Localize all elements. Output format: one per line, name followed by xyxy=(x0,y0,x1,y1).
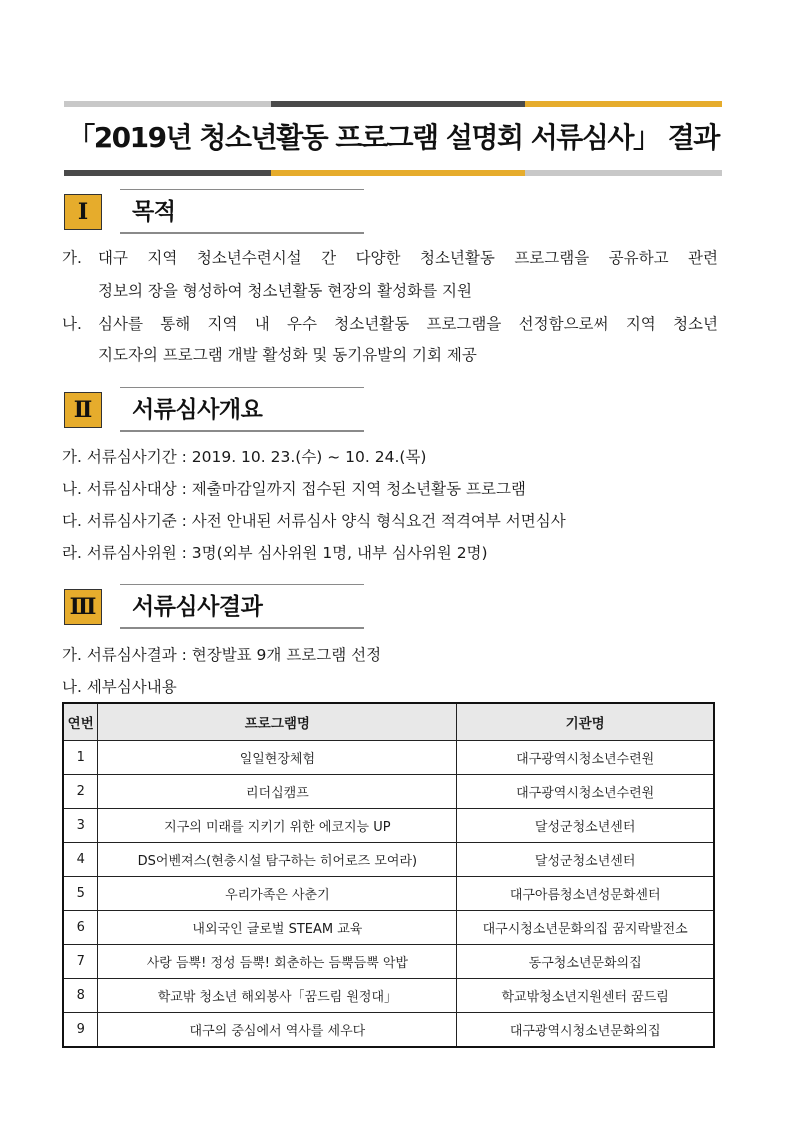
purpose-item-2-line1: 심사를 통해 지역 내 우수 청소년활동 프로그램을 선정함으로써 지역 청소년 xyxy=(98,315,718,333)
section-3-numeral: Ⅲ xyxy=(64,589,102,625)
table-row xyxy=(63,775,714,809)
table-header-row xyxy=(63,703,714,741)
section-2-header xyxy=(64,392,364,432)
row-program: 우리가족은 사춘기 xyxy=(98,877,457,911)
row-org: 대구시청소년문화의집 꿈지락발전소 xyxy=(457,911,714,945)
header-program: 프로그램명 xyxy=(98,703,457,741)
section-3-title-box xyxy=(120,589,364,629)
title-bottom-rule xyxy=(64,170,722,176)
table-row xyxy=(63,809,714,843)
row-org: 대구광역시청소년수련원 xyxy=(457,775,714,809)
page-title: 「2019년 청소년활동 프로그램 설명회 서류심사」 결과 xyxy=(67,121,719,154)
overview-item-1: 가. 서류심사기간 : 2019. 10. 23.(수) ~ 10. 24.(목) xyxy=(62,448,427,466)
section-1-title-box xyxy=(120,194,364,234)
row-program: 사랑 듬뿍! 정성 듬뿍! 회춘하는 듬뿍듬뿍 악밥 xyxy=(98,945,457,979)
row-program: 내외국인 글로벌 STEAM 교육 xyxy=(98,911,457,945)
row-no: 6 xyxy=(63,911,98,945)
row-org: 달성군청소년센터 xyxy=(457,843,714,877)
row-program: 리더십캠프 xyxy=(98,775,457,809)
row-no: 4 xyxy=(63,843,98,877)
row-org: 학교밖청소년지원센터 꿈드림 xyxy=(457,979,714,1013)
table-row xyxy=(63,741,714,775)
table-row xyxy=(63,945,714,979)
purpose-item-2-line2: 지도자의 프로그램 개발 활성화 및 동기유발의 기회 제공 xyxy=(98,346,477,364)
purpose-item-1-label: 가. xyxy=(62,249,82,267)
purpose-item-1-line1: 대구 지역 청소년수련시설 간 다양한 청소년활동 프로그램을 공유하고 관련 xyxy=(98,249,718,267)
row-org: 달성군청소년센터 xyxy=(457,809,714,843)
row-program: 학교밖 청소년 해외봉사「꿈드림 원정대」 xyxy=(98,979,457,1013)
row-org: 동구청소년문화의집 xyxy=(457,945,714,979)
row-program: DS어벤져스(현충시설 탐구하는 히어로즈 모여라) xyxy=(98,843,457,877)
row-no: 8 xyxy=(63,979,98,1013)
result-item-2: 나. 세부심사내용 xyxy=(62,678,177,696)
row-no: 2 xyxy=(63,775,98,809)
table-row xyxy=(63,843,714,877)
purpose-item-1-line2: 정보의 장을 형성하여 청소년활동 현장의 활성화를 지원 xyxy=(98,282,472,300)
overview-item-2: 나. 서류심사대상 : 제출마감일까지 접수된 지역 청소년활동 프로그램 xyxy=(62,480,526,498)
purpose-item-2 xyxy=(62,314,82,334)
row-org: 대구아름청소년성문화센터 xyxy=(457,877,714,911)
header-no: 연번 xyxy=(63,703,98,741)
table-row xyxy=(63,979,714,1013)
row-org: 대구광역시청소년문화의집 xyxy=(457,1013,714,1048)
section-3-header xyxy=(64,589,364,629)
row-program: 일일현장체험 xyxy=(98,741,457,775)
section-3-title: 서류심사결과 xyxy=(132,594,263,620)
table-row xyxy=(63,877,714,911)
row-no: 1 xyxy=(63,741,98,775)
table-row xyxy=(63,911,714,945)
section-2-title: 서류심사개요 xyxy=(132,397,263,423)
section-1-title: 목적 xyxy=(132,199,176,225)
result-item-1: 가. 서류심사결과 : 현장발표 9개 프로그램 선정 xyxy=(62,646,382,664)
purpose-item-2-label: 나. xyxy=(62,315,82,333)
row-org: 대구광역시청소년수련원 xyxy=(457,741,714,775)
results-table xyxy=(62,702,715,1048)
header-org: 기관명 xyxy=(457,703,714,741)
row-program: 지구의 미래를 지키기 위한 에코지능 UP xyxy=(98,809,457,843)
section-1-header xyxy=(64,194,364,234)
row-program: 대구의 중심에서 역사를 세우다 xyxy=(98,1013,457,1048)
table-row xyxy=(63,1013,714,1048)
purpose-item-1 xyxy=(62,248,82,268)
row-no: 9 xyxy=(63,1013,98,1048)
section-1-numeral: Ⅰ xyxy=(64,194,102,230)
overview-item-4: 라. 서류심사위원 : 3명(외부 심사위원 1명, 내부 심사위원 2명) xyxy=(62,544,488,562)
row-no: 7 xyxy=(63,945,98,979)
row-no: 5 xyxy=(63,877,98,911)
section-2-numeral: Ⅱ xyxy=(64,392,102,428)
overview-item-3: 다. 서류심사기준 : 사전 안내된 서류심사 양식 형식요건 적격여부 서면심사 xyxy=(62,512,566,530)
row-no: 3 xyxy=(63,809,98,843)
title-top-rule xyxy=(64,101,722,107)
section-2-title-box xyxy=(120,392,364,432)
